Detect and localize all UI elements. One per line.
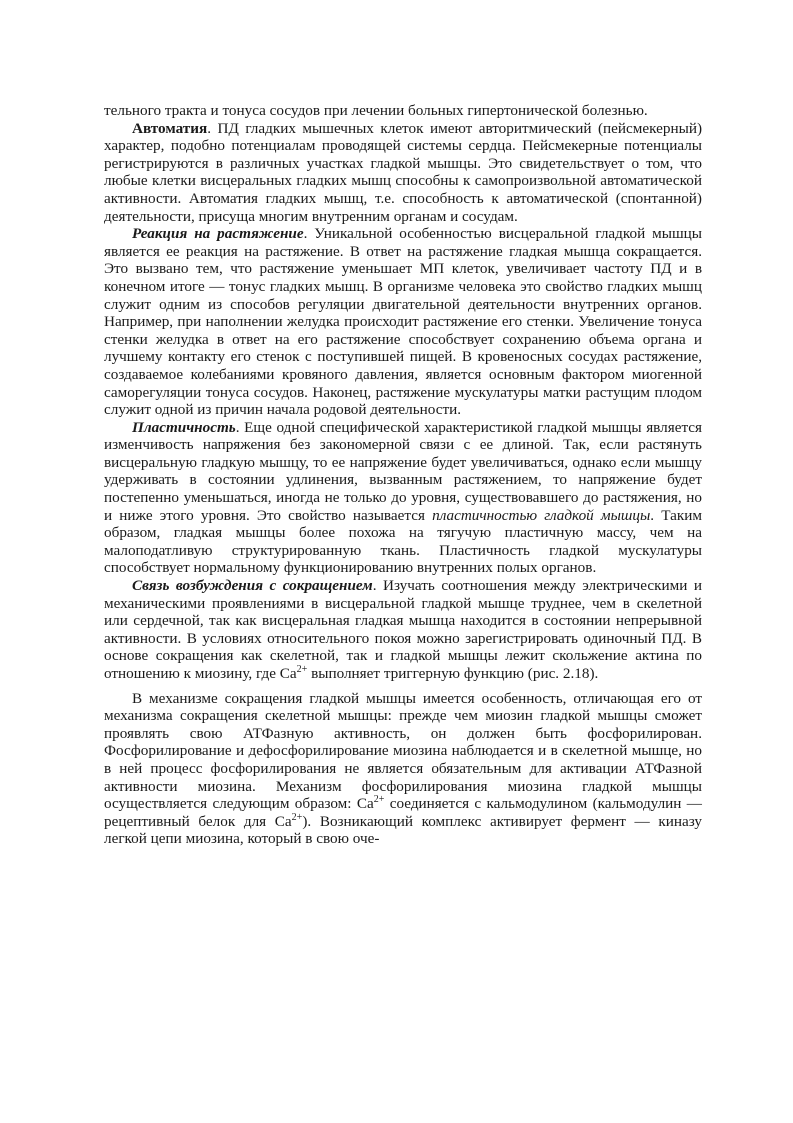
superscript: 2+ <box>373 794 385 806</box>
paragraph-excitation-contraction <box>104 577 702 683</box>
paragraph-text: выполняет триггерную функцию (рис. 2.18). <box>307 665 599 682</box>
paragraph-text: . Уникальной особенностью висцеральной гладкой мышцы является ее реакция на растяжение. В ответ на растяжение гладкая мышца сокращается. Это вызвано тем, что растяжение уменьшает МП клеток, увеличивает частоту ПД и в конечном итоге — тонус гладких мышц. В организме человека это свойство гладких мышц служит одним из способов регуляции двигательной деятельности внутренних органов. Например, при наполнении желудка происходит растяжение его стенки. Увеличение тонуса стенки желудка в ответ на его растяжение способствует сохранению объема органа и лучшему контакту его стенок с поступившей пищей. В кровеносных сосудах растяжение, создаваемое колебаниями кровяного давления, является основным фактором миогенной саморегуляции тонуса сосудов. Наконец, растяжение мускулатуры матки растущим плодом служит одной из причин начала родовой деятельности. <box>104 225 702 419</box>
paragraph-contraction-mechanism <box>104 690 702 848</box>
superscript: 2+ <box>291 811 303 823</box>
paragraph-text: ). Возникающий комплекс активирует фермент — киназу легкой цепи миозина, который в свою оче- <box>104 812 702 848</box>
paragraph-text: соединяется с кальмодулином (кальмодулин — рецептивный белок для Ca <box>104 795 702 830</box>
paragraph-text: . Изучать соотношения между электрическими и механическими проявлениями в висцеральной гладкой мышце труднее, чем в скелетной или сердечной, так как висцеральная гладкая мышца находится в состоянии непрерывной активности. В условиях относительного покоя можно зарегистрировать одиночный ПД. В основе сокращения как скелетной, так и гладкой мышцы лежит скольжение актина по отношению к миозину, где Ca <box>104 577 702 682</box>
italic-term: пластичностью гладкой мышцы <box>432 506 651 524</box>
paragraph-heading: Пластичность <box>132 418 236 436</box>
paragraph-stretch-reaction <box>104 225 702 419</box>
paragraph-text: . Еще одной специфической характеристикой гладкой мышцы является изменчивость напряжения без закономерной связи с ее длиной. Так, если растянуть висцеральную гладкую мышцу, то ее напряжение будет увеличиваться, однако если мышцу удерживать в состоянии удлинения, вызванным растяжением, то напряжение будет постепенно уменьшаться, иногда не только до уровня, существовавшего до растяжения, но и ниже этого уровня. Это свойство называется <box>104 418 702 524</box>
paragraph-heading: Автоматия <box>132 119 208 137</box>
paragraph-text: тельного тракта и тонуса сосудов при лечении больных гипертонической болезнью. <box>104 102 648 119</box>
document-page <box>104 102 702 848</box>
paragraph-heading: Связь возбуждения с сокращением <box>132 577 373 595</box>
paragraph-plasticity <box>104 419 702 577</box>
superscript: 2+ <box>296 663 308 675</box>
paragraph-text: В механизме сокращения гладкой мышцы имеется особенность, отличающая его от механизма сокращения скелетной мышцы: прежде чем миозин гладкой мышцы сможет проявлять свою АТФазную активность, он должен быть фосфорилирован. Фосфорилирование и дефосфорилирование миозина наблюдается и в скелетной мышце, но в ней процесс фосфорилирования не является обязательным для активации АТФазной активности миозина. Механизм фосфорилирования миозина гладкой мышцы осуществляется следующим образом: Ca <box>104 689 702 813</box>
paragraph-heading: Реакция на растяжение <box>132 225 304 243</box>
paragraph-continuation <box>104 102 702 120</box>
paragraph-text: . ПД гладких мышечных клеток имеют авторитмический (пейсмекерный) характер, подобно потенциалам проводящей системы сердца. Пейсмекерные потенциалы регистрируются в различных участках гладкой мышцы. Это свидетельствует о том, что любые клетки висцеральных гладких мышц способны к самопроизвольной автоматической активности. Автоматия гладких мышц, т.е. способность к автоматической (спонтанной) деятельности, присуща многим внутренним органам и сосудам. <box>104 119 702 225</box>
paragraph-automaticity <box>104 120 702 226</box>
paragraph-text: . Таким образом, гладкая мышцы более похожа на тягучую пластичную массу, чем на малоподатливую структурированную ткань. Пластичность гладкой мускулатуры способствует нормальному функционированию внутренних полых органов. <box>104 506 702 577</box>
